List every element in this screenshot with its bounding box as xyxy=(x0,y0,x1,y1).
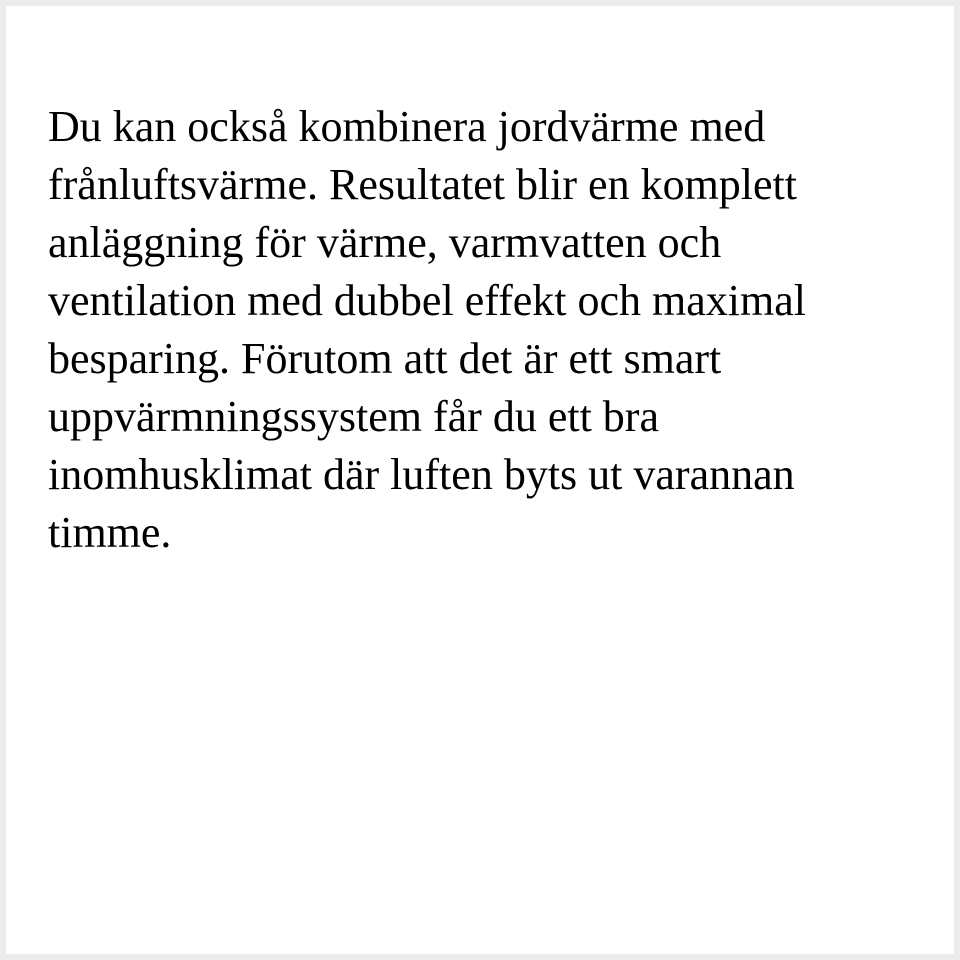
text-line: ventilation med dubbel effekt och maximal xyxy=(48,276,806,325)
text-line: anläggning för värme, varmvatten och xyxy=(48,218,722,267)
text-line: uppvärmningssystem får du ett bra xyxy=(48,392,659,441)
text-line: inomhusklimat där luften byts ut varannan xyxy=(48,450,795,499)
body-text xyxy=(48,98,928,562)
text-line: besparing. Förutom att det är ett smart xyxy=(48,334,722,383)
text-line: timme. xyxy=(48,508,172,557)
text-line: frånluftsvärme. Resultatet blir en komplett xyxy=(48,160,798,209)
text-line: Du kan också kombinera jordvärme med xyxy=(48,102,766,151)
